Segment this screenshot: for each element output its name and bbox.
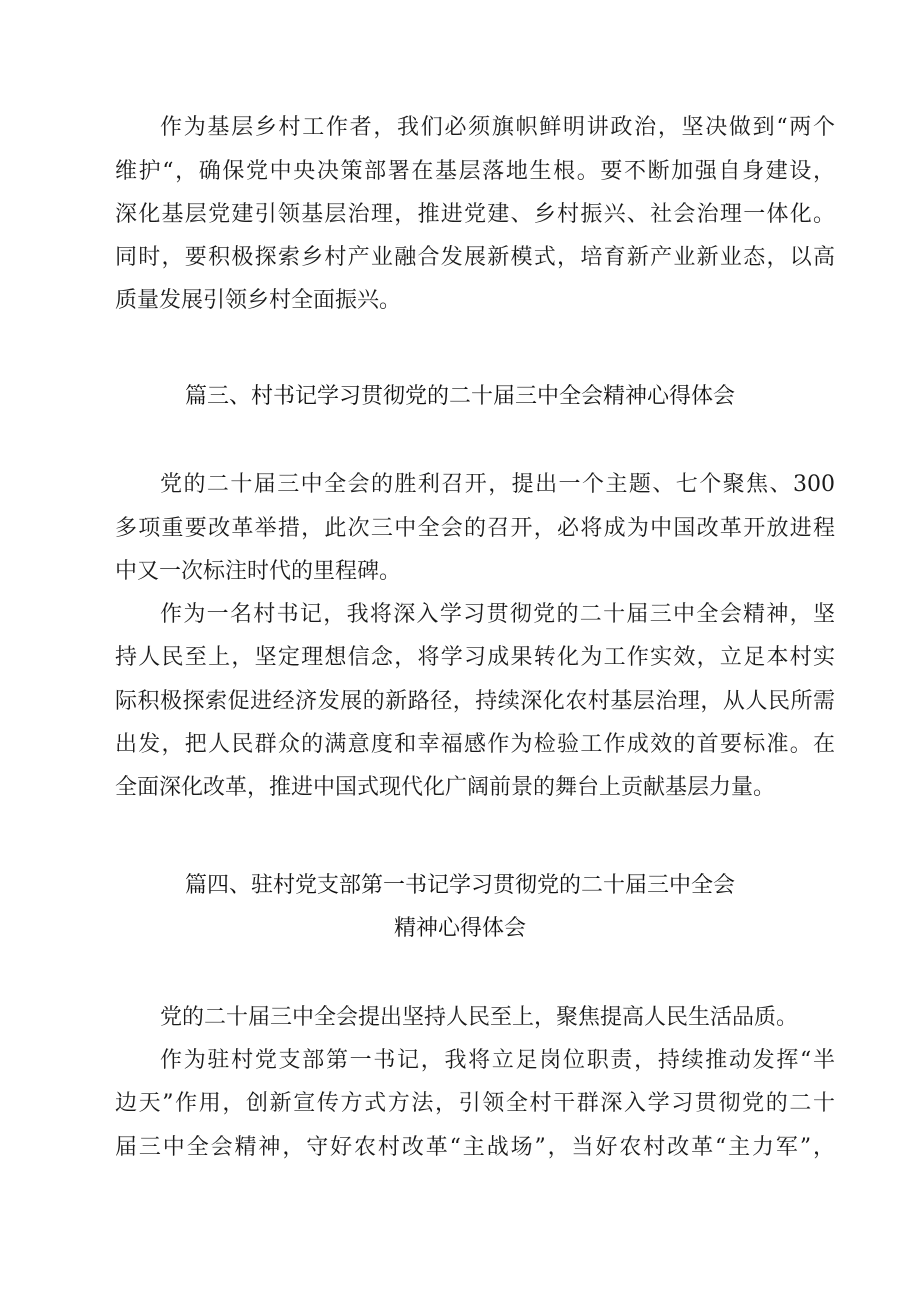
paragraph-line: 多项重要改革举措，此次三中全会的召开，必将成为中国改革开放进程: [115, 516, 835, 541]
section-three-title: 篇三、村书记学习贯彻党的二十届三中全会精神心得体会: [184, 384, 735, 409]
paragraph-line: 深化基层党建引领基层治理，推进党建、乡村振兴、社会治理一体化。: [115, 202, 835, 227]
paragraph-line: 作为驻村党支部第一书记，我将立足岗位职责，持续推动发挥“半: [160, 1048, 835, 1073]
paragraph-line: 作为一名村书记，我将深入学习贯彻党的二十届三中全会精神，坚: [160, 602, 835, 627]
paragraph-line: 维护“，确保党中央决策部署在基层落地生根。要不断加强自身建设，: [115, 159, 835, 184]
paragraph-line: 中又一次标注时代的里程碑。: [115, 559, 402, 584]
paragraph-line: 全面深化改革，推进中国式现代化广阔前景的舞台上贡献基层力量。: [115, 775, 776, 800]
paragraph-line: 出发，把人民群众的满意度和幸福感作为检验工作成效的首要标准。在: [115, 732, 835, 757]
paragraph-line: 党的二十届三中全会提出坚持人民至上，聚焦提高人民生活品质。: [160, 1005, 799, 1030]
paragraph-line: 持人民至上，坚定理想信念，将学习成果转化为工作实效，立足本村实: [115, 645, 835, 670]
paragraph-line: 际积极探索促进经济发展的新路径，持续深化农村基层治理，从人民所需: [115, 689, 835, 714]
paragraph-line: 边天”作用，创新宣传方式方法，引领全村干群深入学习贯彻党的二十: [115, 1091, 835, 1116]
paragraph-line: 作为基层乡村工作者，我们必须旗帜鲜明讲政治，坚决做到“两个: [160, 115, 835, 140]
paragraph-line: 同时，要积极探索乡村产业融合发展新模式，培育新产业新业态，以高: [115, 245, 835, 270]
paragraph-line: 党的二十届三中全会的胜利召开，提出一个主题、七个聚焦、300: [160, 472, 835, 497]
paragraph-line: 质量发展引领乡村全面振兴。: [115, 288, 402, 313]
paragraph-line: 届三中全会精神，守好农村改革“主战场”，当好农村改革“主力军”，: [115, 1135, 835, 1160]
section-four-title-line-2: 精神心得体会: [393, 916, 526, 941]
section-four-title-line-1: 篇四、驻村党支部第一书记学习贯彻党的二十届三中全会: [184, 873, 735, 898]
